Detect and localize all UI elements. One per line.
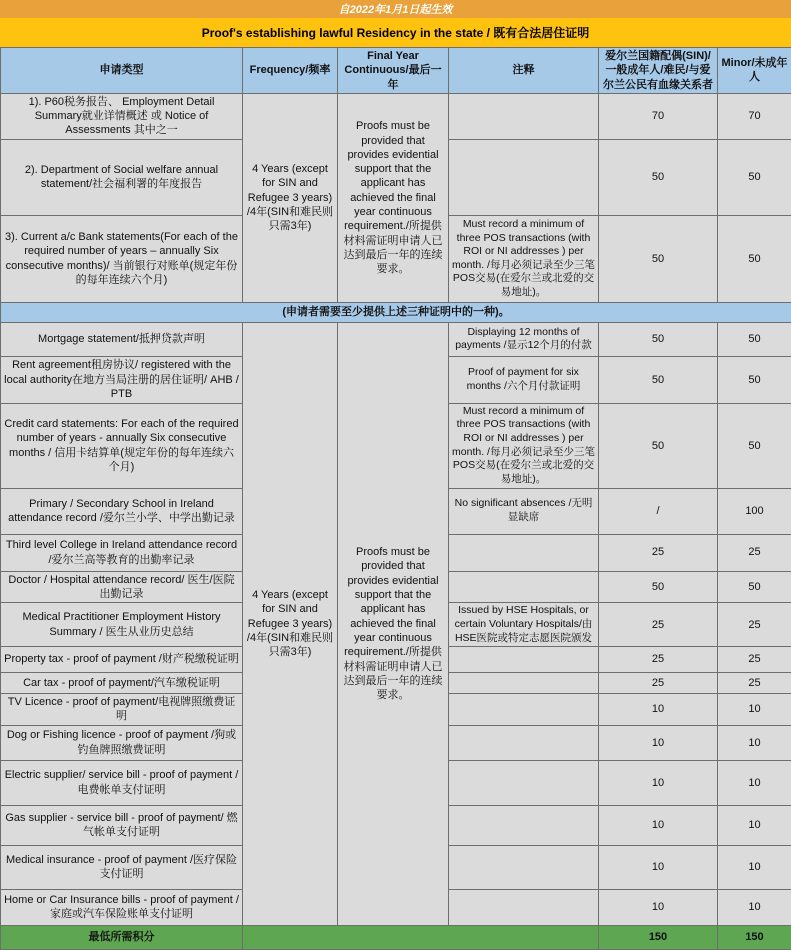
cell-note xyxy=(449,139,599,215)
cell-note xyxy=(449,760,599,805)
separator-text: (申请者需要至少提供上述三种证明中的一种)。 xyxy=(1,302,791,322)
cell-type: Third level College in Ireland attendance record /爱尔兰高等教育的出勤率记录 xyxy=(1,534,243,571)
cell-note xyxy=(449,93,599,139)
cell-adult-points: 25 xyxy=(599,673,718,694)
minimum-points-label: 最低所需积分 xyxy=(1,925,243,949)
cell-minor-points: 10 xyxy=(718,845,791,889)
cell-minor-points: 10 xyxy=(718,760,791,805)
effective-date-banner xyxy=(0,0,791,18)
cell-type: Dog or Fishing licence - proof of payment /狗或钓鱼牌照缴费证明 xyxy=(1,725,243,760)
cell-adult-points: 70 xyxy=(599,93,718,139)
cell-note: No significant absences /无明显缺席 xyxy=(449,488,599,534)
cell-type: Home or Car Insurance bills - proof of payment /家庭或汽车保险账单支付证明 xyxy=(1,889,243,925)
cell-note xyxy=(449,571,599,603)
cell-adult-points: 10 xyxy=(599,760,718,805)
cell-minor-points: 50 xyxy=(718,215,791,302)
cell-type: Medical insurance - proof of payment /医疗保险支付证明 xyxy=(1,845,243,889)
effective-date-text: 自2022年1月1日起生效 xyxy=(339,1,453,17)
cell-frequency-merged: 4 Years (except for SIN and Refugee 3 years) /4年(SIN和难民则只需3年) xyxy=(243,93,338,302)
cell-minor-points: 70 xyxy=(718,93,791,139)
cell-adult-points: 50 xyxy=(599,139,718,215)
cell-adult-points: / xyxy=(599,488,718,534)
cell-minor-points: 50 xyxy=(718,356,791,403)
cell-adult-points: 50 xyxy=(599,356,718,403)
cell-final-year-merged: Proofs must be provided that provides evidential support that the applicant has achieved the final year continuous requirement./所提供材料需证明申请人已达到最后一年的连续要求。 xyxy=(338,93,449,302)
cell-adult-points: 10 xyxy=(599,845,718,889)
cell-minor-points: 10 xyxy=(718,805,791,845)
cell-type: Electric supplier/ service bill - proof of payment /电费帐单支付证明 xyxy=(1,760,243,805)
cell-minor-points: 100 xyxy=(718,488,791,534)
cell-note: Must record a minimum of three POS transactions (with ROI or NI addresses ) per month. /每月必须记录至少三笔POS交易(在爱尔兰或北爱的交易地址)。 xyxy=(449,403,599,488)
cell-note xyxy=(449,725,599,760)
cell-type: Medical Practitioner Employment History Summary / 医生从业历史总结 xyxy=(1,603,243,647)
minimum-points-minor: 150 xyxy=(718,925,791,949)
table-header-row xyxy=(1,48,791,94)
cell-adult-points: 10 xyxy=(599,694,718,726)
col-header-frequency: Frequency/频率 xyxy=(243,48,338,94)
cell-adult-points: 10 xyxy=(599,889,718,925)
cell-type: Gas supplier - service bill - proof of payment/ 燃气帐单支付证明 xyxy=(1,805,243,845)
cell-type: 2). Department of Social welfare annual statement/社会福利署的年度报告 xyxy=(1,139,243,215)
sheet-title: Proof's establishing lawful Residency in the state / 既有合法居住证明 xyxy=(202,24,590,41)
cell-adult-points: 50 xyxy=(599,571,718,603)
cell-type: 1). P60税务报告、 Employment Detail Summary就业详情概述 或 Notice of Assessments 其中之一 xyxy=(1,93,243,139)
cell-adult-points: 10 xyxy=(599,805,718,845)
cell-adult-points: 50 xyxy=(599,322,718,356)
cell-type: 3). Current a/c Bank statements(For each of the required number of years – annually Six consecutive months)/ 当前银行对账单(规定年份的每年连续六个月) xyxy=(1,215,243,302)
separator-row xyxy=(1,302,791,322)
col-header-final-year: Final Year Continuous/最后一年 xyxy=(338,48,449,94)
cell-type: Rent agreement租房协议/ registered with the local authority在地方当局注册的居住证明/ AHB / PTB xyxy=(1,356,243,403)
cell-note: Must record a minimum of three POS transactions (with ROI or NI addresses ) per month. /每月必须记录至少三笔POS交易(在爱尔兰或北爱的交易地址)。 xyxy=(449,215,599,302)
residency-proofs-table xyxy=(0,47,791,950)
cell-note: Proof of payment for six months /六个月付款证明 xyxy=(449,356,599,403)
cell-adult-points: 25 xyxy=(599,603,718,647)
cell-note xyxy=(449,534,599,571)
cell-minor-points: 25 xyxy=(718,673,791,694)
cell-minor-points: 25 xyxy=(718,647,791,673)
cell-adult-points: 25 xyxy=(599,647,718,673)
cell-minor-points: 10 xyxy=(718,694,791,726)
cell-type: Doctor / Hospital attendance record/ 医生/医院出勤记录 xyxy=(1,571,243,603)
cell-adult-points: 50 xyxy=(599,215,718,302)
cell-minor-points: 25 xyxy=(718,603,791,647)
col-header-minor: Minor/未成年人 xyxy=(718,48,791,94)
cell-note xyxy=(449,889,599,925)
minimum-points-spacer xyxy=(243,925,599,949)
cell-note: Issued by HSE Hospitals, or certain Voluntary Hospitals/由HSE医院或特定志愿医院颁发 xyxy=(449,603,599,647)
cell-type: Property tax - proof of payment /财产税缴税证明 xyxy=(1,647,243,673)
cell-adult-points: 25 xyxy=(599,534,718,571)
cell-final-year-merged: Proofs must be provided that provides evidential support that the applicant has achieved the final year continuous requirement./所提供材料需证明申请人已达到最后一年的连续要求。 xyxy=(338,322,449,925)
cell-note xyxy=(449,694,599,726)
cell-minor-points: 50 xyxy=(718,571,791,603)
cell-note xyxy=(449,673,599,694)
cell-minor-points: 50 xyxy=(718,139,791,215)
cell-minor-points: 10 xyxy=(718,889,791,925)
minimum-points-adult: 150 xyxy=(599,925,718,949)
cell-note xyxy=(449,805,599,845)
cell-note xyxy=(449,845,599,889)
cell-frequency-merged: 4 Years (except for SIN and Refugee 3 years) /4年(SIN和难民则只需3年) xyxy=(243,322,338,925)
cell-type: Primary / Secondary School in Ireland attendance record /爱尔兰小学、中学出勤记录 xyxy=(1,488,243,534)
minimum-points-row xyxy=(1,925,791,949)
cell-type: TV Licence - proof of payment/电视牌照缴费证明 xyxy=(1,694,243,726)
cell-type: Credit card statements: For each of the required number of years - annually Six consecutive months / 信用卡结算单(规定年份的每年连续六个月) xyxy=(1,403,243,488)
table-row xyxy=(1,93,791,139)
col-header-adult: 爱尔兰国籍配偶(SIN)/一般成年人/难民/与爱尔兰公民有血缘关系者 xyxy=(599,48,718,94)
cell-adult-points: 50 xyxy=(599,403,718,488)
cell-note xyxy=(449,647,599,673)
col-header-notes: 注释 xyxy=(449,48,599,94)
cell-adult-points: 10 xyxy=(599,725,718,760)
cell-minor-points: 10 xyxy=(718,725,791,760)
sheet-title-banner xyxy=(0,18,791,47)
cell-note: Displaying 12 months of payments /显示12个月的付款 xyxy=(449,322,599,356)
cell-minor-points: 50 xyxy=(718,403,791,488)
cell-type: Car tax - proof of payment/汽车缴税证明 xyxy=(1,673,243,694)
cell-minor-points: 50 xyxy=(718,322,791,356)
table-row xyxy=(1,322,791,356)
col-header-type: 申请类型 xyxy=(1,48,243,94)
cell-minor-points: 25 xyxy=(718,534,791,571)
cell-type: Mortgage statement/抵押贷款声明 xyxy=(1,322,243,356)
